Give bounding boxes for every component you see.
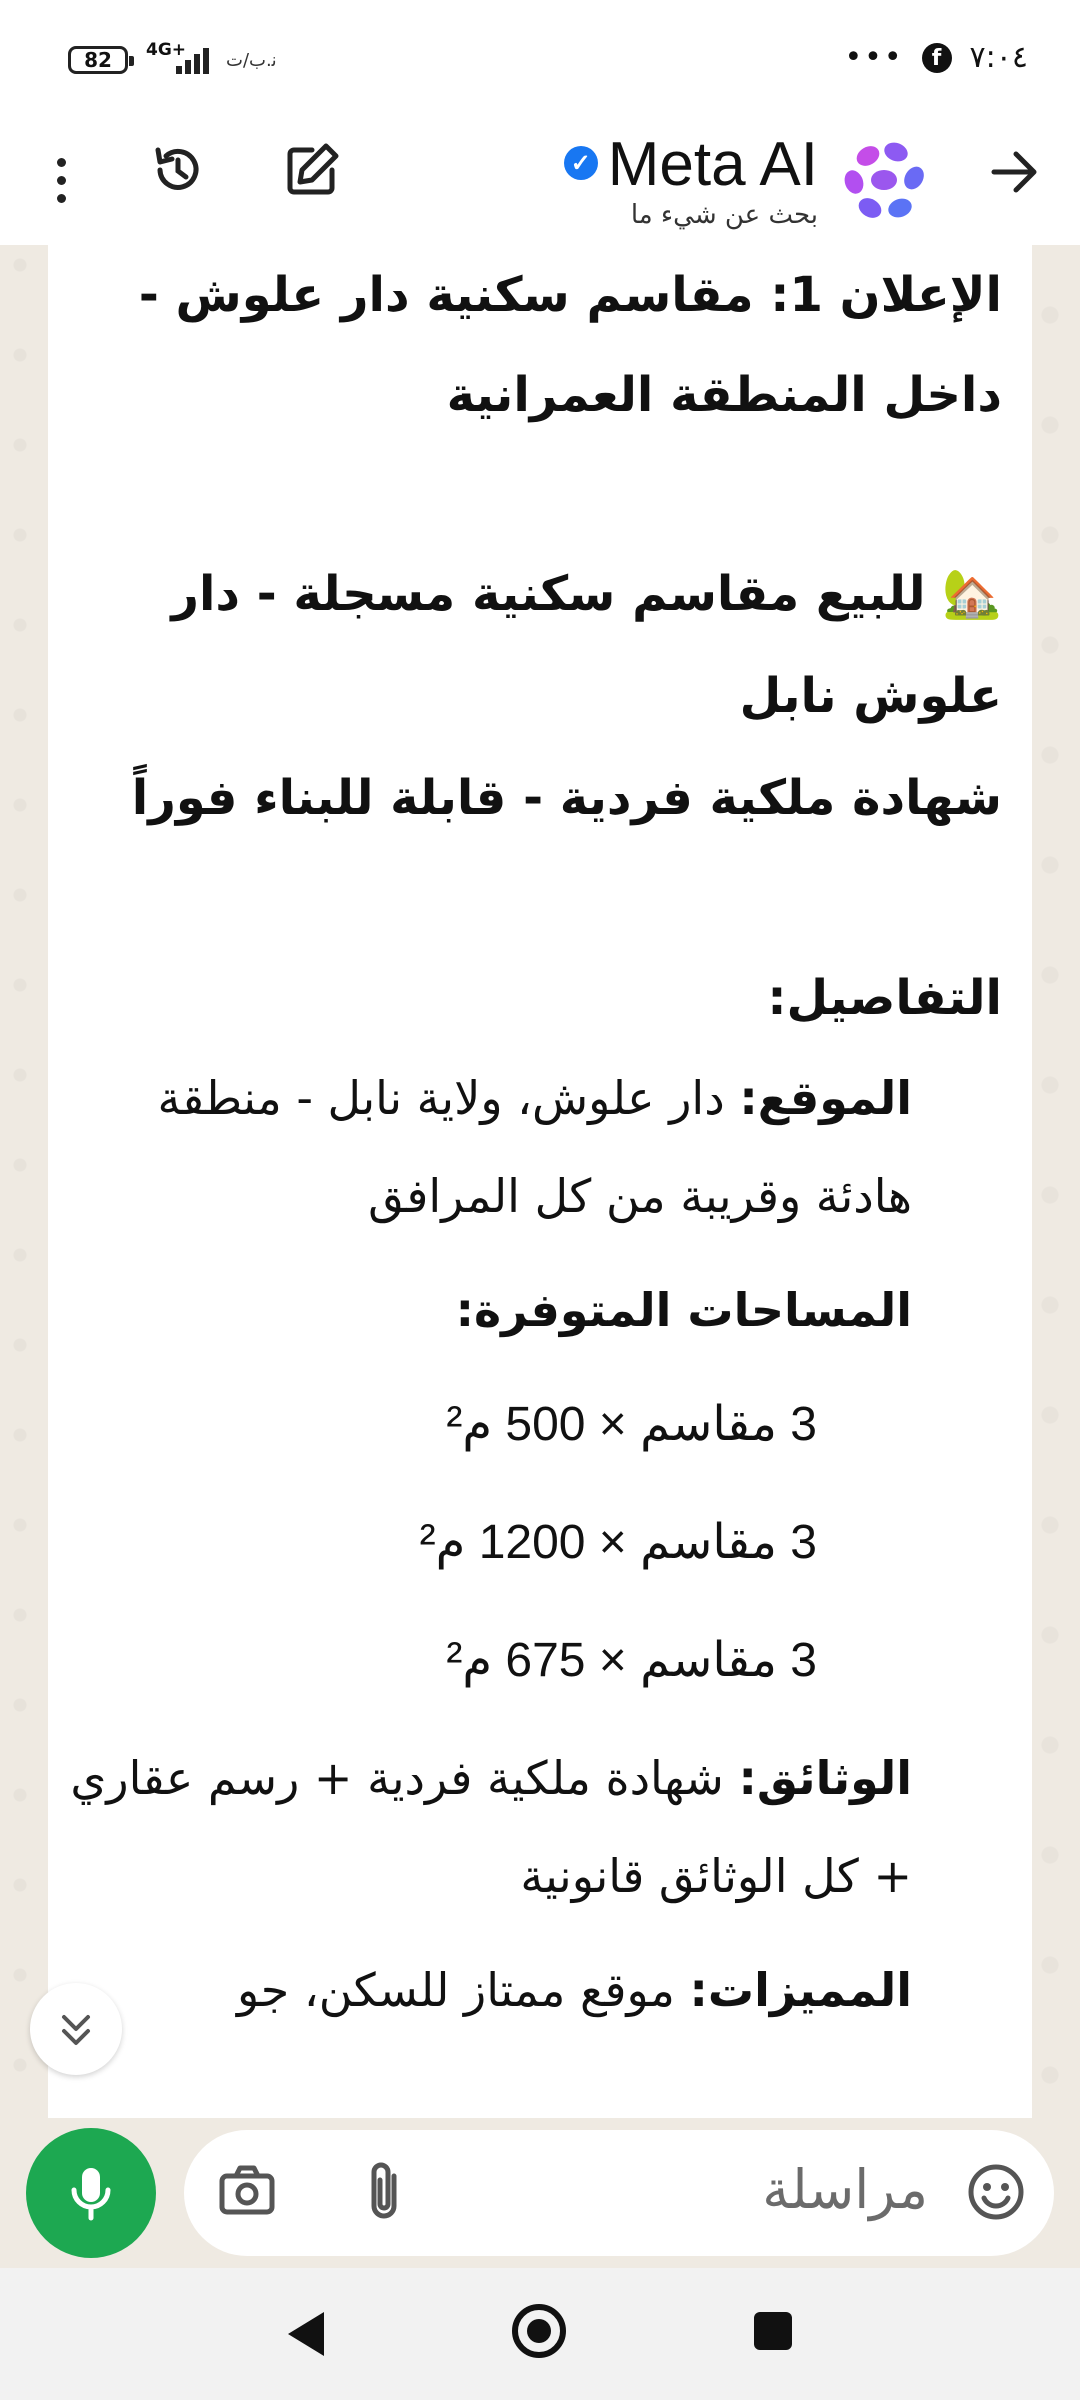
mic-button[interactable] [26,2128,156,2258]
emoji-icon[interactable] [964,2160,1028,2228]
location-value: دار علوش، ولاية نابل - منطقة هادئة وقريبة من كل المرافق [157,1071,912,1223]
more-vertical-icon[interactable] [44,150,78,210]
paperclip-icon[interactable] [354,2158,414,2228]
chat-subtitle: بحث عن شيء ما [630,200,818,230]
area-option: 3 مقاسم × 675 م² [446,1634,817,1687]
more-notifications-icon: ••• [844,40,904,75]
areas-item [62,1261,912,1359]
composer [0,2118,1080,2268]
details-heading: التفاصيل: [767,970,1002,1026]
carrier-label: ﻧ.ﺏ/ﺕ [226,50,277,71]
message-placeholder: مراسلة [762,2158,928,2221]
certificate-line: شهادة ملكية فردية - قابلة للبناء فوراً [131,770,1002,826]
spacer [62,445,1002,543]
title-text: Meta AI [607,130,818,199]
spacer [62,849,1002,947]
location-item [62,1049,912,1245]
meta-ai-avatar[interactable] [834,130,934,234]
nav-recents-button[interactable] [754,2312,792,2350]
chat-title [564,120,818,210]
sale-line2: علوش نابل [739,668,1002,724]
network-type: 4G+ [146,40,187,60]
verified-badge-icon: ✓ [564,146,598,180]
documents-item [62,1729,912,1925]
nav-home-button[interactable] [512,2304,566,2358]
documents-label: الوثائق: [738,1751,912,1805]
ad-heading-line1: الإعلان 1: مقاسم سكنية دار علوش - [138,267,1002,323]
sale-line1: 🏡 للبيع مقاسم سكنية مسجلة - دار [171,566,1002,622]
scroll-to-bottom-button[interactable] [30,1983,122,2075]
camera-icon[interactable] [214,2158,280,2228]
status-right [844,40,1028,75]
features-value: موقع ممتاز للسكن، جو [237,1963,690,2017]
system-nav-bar [0,2268,1080,2400]
area-option: 3 مقاسم × 500 م² [446,1398,817,1451]
location-label: الموقع: [739,1071,912,1125]
chevrons-down-icon [30,1983,122,2075]
chat-title-block[interactable] [564,120,818,230]
clock: ٧:٠٤ [969,40,1028,75]
areas-label: المساحات المتوفرة: [455,1283,912,1337]
app-header [0,120,1080,245]
message-bubble [48,245,1032,2118]
edit-icon[interactable] [280,138,344,206]
area-option: 3 مقاسم × 1200 م² [419,1516,817,1569]
message-text [62,245,1002,2055]
ad-heading-line2: داخل المنطقة العمرانية [446,367,1002,423]
chat-area[interactable] [0,245,1080,2118]
message-input[interactable] [184,2130,1054,2256]
facebook-icon: f [922,43,952,73]
documents-value: شهادة ملكية فردية + رسم عقاري + كل الوثائق قانونية [70,1751,912,1903]
signal-icon [176,44,216,74]
nav-back-button[interactable] [284,2308,328,2364]
features-label: المميزات: [689,1963,912,2017]
history-icon[interactable] [148,140,208,204]
mic-icon [26,2128,156,2258]
features-item [62,1941,912,2039]
status-bar [0,0,1080,120]
arrow-right-icon[interactable] [984,142,1044,206]
battery-indicator: 82 [68,46,128,74]
